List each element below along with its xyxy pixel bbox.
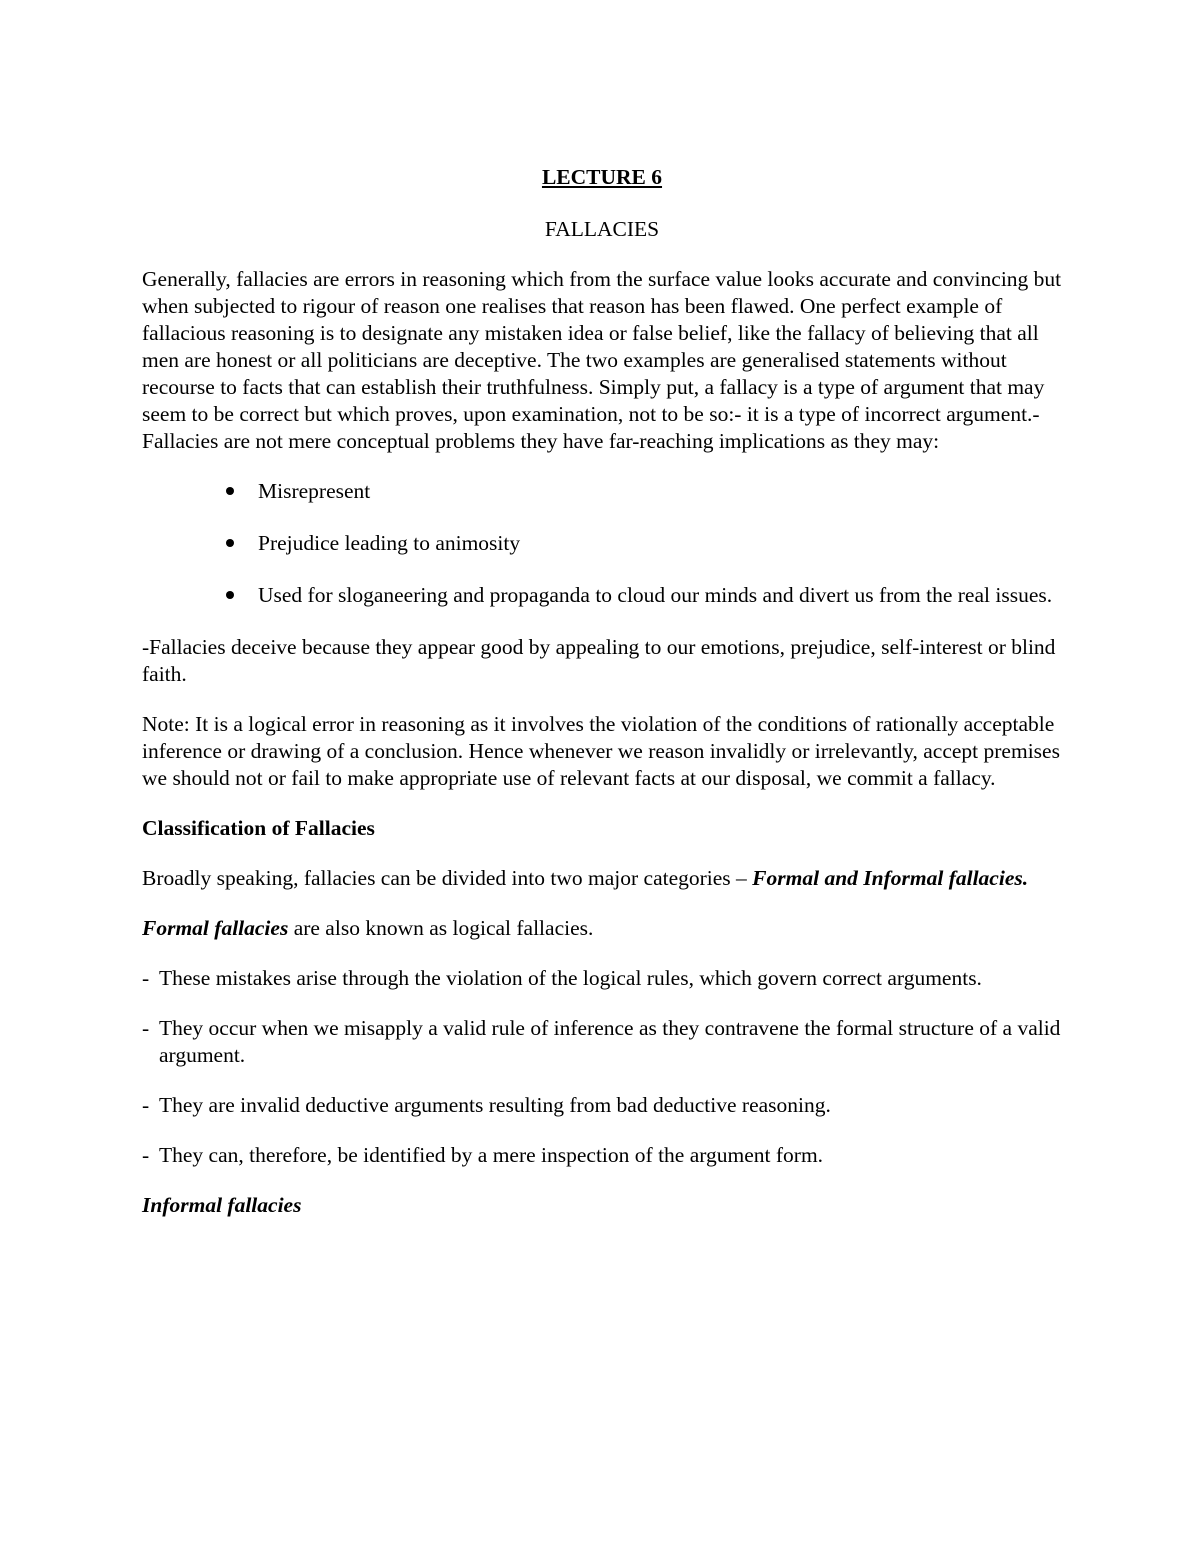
bullet-icon: [226, 539, 234, 547]
implications-list: [142, 478, 1062, 609]
list-item: [142, 530, 1062, 557]
formal-point: [142, 1015, 1062, 1069]
formal-point: [142, 1142, 1062, 1169]
formal-point-text: They occur when we misapply a valid rule of inference as they contravene the formal structure of a valid argument.: [159, 1016, 1061, 1067]
informal-heading: Informal fallacies: [142, 1193, 302, 1217]
bullet-icon: [226, 487, 234, 495]
list-item: [142, 582, 1062, 609]
lecture-title: LECTURE 6: [541, 165, 663, 189]
formal-point-text: They can, therefore, be identified by a mere inspection of the argument form.: [159, 1143, 824, 1167]
list-item: [142, 478, 1062, 505]
classification-heading: Classification of Fallacies: [142, 816, 375, 840]
formal-intro-paragraph: [142, 915, 1062, 942]
dash-marker: -: [142, 1143, 150, 1167]
document-content: [142, 164, 1062, 1242]
bullet-icon: [226, 591, 234, 599]
classification-emphasis: Formal and Informal fallacies: [752, 866, 1023, 890]
section-title: FALLACIES: [544, 217, 660, 241]
formal-point-text: They are invalid deductive arguments resulting from bad deductive reasoning.: [159, 1093, 831, 1117]
intro-paragraph: Generally, fallacies are errors in reasoning which from the surface value looks accurate and convincing but when subjected to rigour of reason one realises that reason has been flawed. One perfect example of fallacious reasoning is to designate any mistaken idea or false belief, like the fallacy of believing that all men are honest or all politicians are deceptive. The two examples are generalised statements without recourse to facts that can establish their truthfulness. Simply put, a fallacy is a type of argument that may seem to be correct but which proves, upon examination, not to be so:- it is a type of incorrect argument.- Fallacies are not mere conceptual problems they have far-reaching implications as they may:: [142, 267, 1062, 453]
formal-point: [142, 965, 1062, 992]
deceive-paragraph: -Fallacies deceive because they appear good by appealing to our emotions, prejudice, self-interest or blind faith.: [142, 635, 1056, 686]
dash-marker: -: [142, 1093, 150, 1117]
formal-point-text: These mistakes arise through the violation of the logical rules, which govern correct arguments.: [159, 966, 982, 990]
classification-intro: Broadly speaking, fallacies can be divided into two major categories –: [142, 866, 753, 890]
formal-label: Formal fallacies: [142, 916, 289, 940]
note-paragraph: Note: It is a logical error in reasoning as it involves the violation of the conditions of rationally acceptable inference or drawing of a conclusion. Hence whenever we reason invalidly or irrelevantly, accept premises we should not or fail to make appropriate use of relevant facts at our disposal, we commit a fallacy.: [142, 712, 1060, 790]
list-item-text: Misrepresent: [258, 479, 371, 503]
classification-paragraph: [142, 865, 1062, 892]
list-item-text: Used for sloganeering and propaganda to cloud our minds and divert us from the real issues.: [258, 583, 1053, 607]
dash-marker: -: [142, 1016, 150, 1040]
classification-end: .: [1022, 866, 1029, 890]
list-item-text: Prejudice leading to animosity: [258, 531, 521, 555]
dash-marker: -: [142, 966, 150, 990]
formal-point: [142, 1092, 1062, 1119]
formal-intro-rest: are also known as logical fallacies.: [288, 916, 594, 940]
